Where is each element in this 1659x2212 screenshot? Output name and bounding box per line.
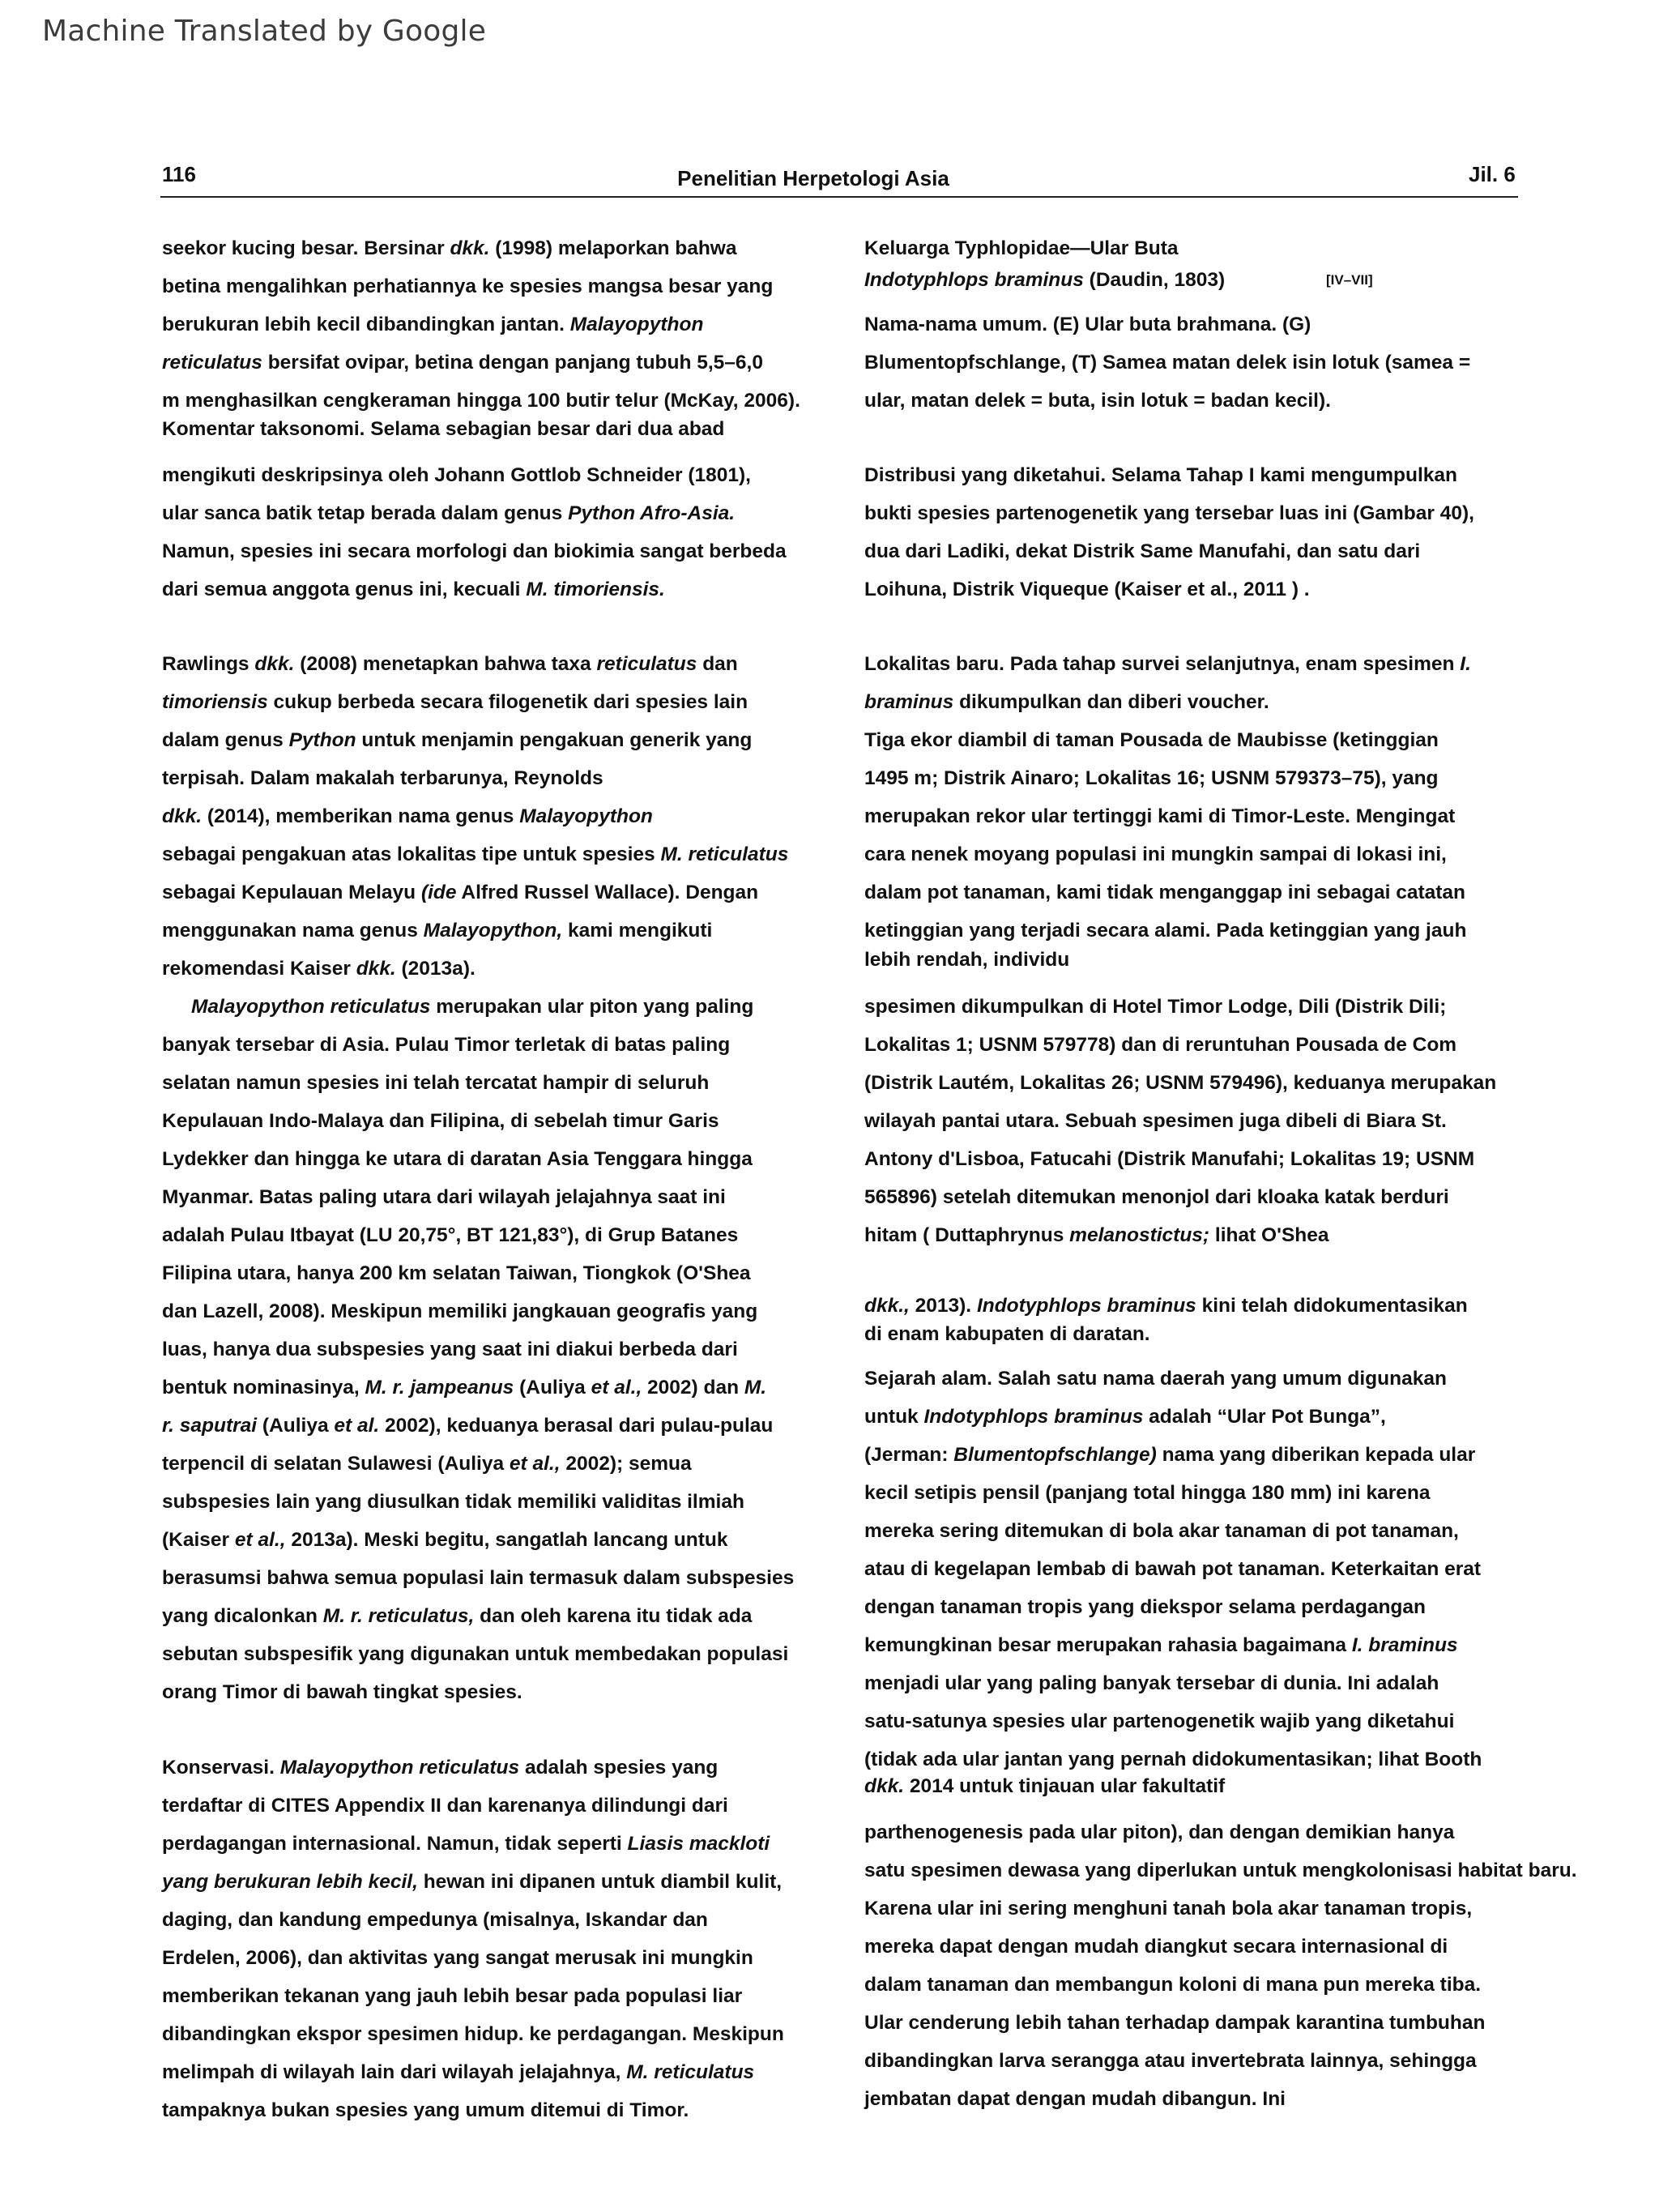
text-line: Ular cenderung lebih tahan terhadap dampak karantina tumbuhan [864, 2012, 1486, 2034]
text-line: yang berukuran lebih kecil, hewan ini dipanen untuk diambil kulit, [162, 1871, 783, 1893]
text-line: (Jerman: Blumentopfschlange) nama yang diberikan kepada ular [864, 1444, 1476, 1466]
text-line: satu spesimen dewasa yang diperlukan untuk mengkolonisasi habitat baru. [864, 1860, 1577, 1881]
text-line: Antony d'Lisboa, Fatucahi (Distrik Manufahi; Lokalitas 19; USNM [864, 1148, 1475, 1170]
text-line: timoriensis cukup berbeda secara filogenetik dari spesies lain [162, 691, 748, 713]
text-line: (tidak ada ular jantan yang pernah didokumentasikan; lihat Booth [864, 1749, 1482, 1770]
text-line: yang dicalonkan M. r. reticulatus, dan oleh karena itu tidak ada [162, 1605, 753, 1627]
text-line: r. saputrai (Auliya et al. 2002), keduanya berasal dari pulau-pulau [162, 1415, 774, 1437]
text-line: spesimen dikumpulkan di Hotel Timor Lodge, Dili (Distrik Dili; [864, 996, 1447, 1018]
text-line: dalam pot tanaman, kami tidak menganggap ini sebagai catatan [864, 882, 1465, 903]
text-line: m menghasilkan cengkeraman hingga 100 butir telur (McKay, 2006). [162, 390, 800, 412]
machine-translation-watermark: Machine Translated by Google [42, 15, 487, 48]
text-line: adalah Pulau Itbayat (LU 20,75°, BT 121,83°), di Grup Batanes [162, 1224, 739, 1246]
text-line: mereka sering ditemukan di bola akar tanaman di pot tanaman, [864, 1520, 1459, 1542]
volume-label: Jil. 6 [1469, 162, 1516, 186]
text-line: Keluarga Typhlopidae—Ular Buta [864, 237, 1179, 259]
text-line: atau di kegelapan lembab di bawah pot tanaman. Keterkaitan erat [864, 1558, 1482, 1580]
text-line: sebutan subspesifik yang digunakan untuk membedakan populasi [162, 1643, 789, 1665]
text-line: (Kaiser et al., 2013a). Meski begitu, sangatlah lancang untuk [162, 1529, 728, 1551]
header-rule [160, 196, 1518, 198]
text-line: Loihuna, Distrik Viqueque (Kaiser et al., 2011 ) . [864, 579, 1310, 600]
text-line: dan Lazell, 2008). Meskipun memiliki jangkauan geografis yang [162, 1300, 758, 1322]
text-line: untuk Indotyphlops braminus adalah “Ular Pot Bunga”, [864, 1406, 1386, 1428]
page-number: 116 [162, 162, 196, 186]
text-line: dkk. (2014), memberikan nama genus Malayopython [162, 805, 653, 827]
text-line: mereka dapat dengan mudah diangkut secara internasional di [864, 1936, 1448, 1958]
text-line: Konservasi. Malayopython reticulatus adalah spesies yang [162, 1757, 719, 1779]
text-line: satu-satunya spesies ular partenogenetik wajib yang diketahui [864, 1710, 1455, 1732]
text-line: dalam tanaman dan membangun koloni di mana pun mereka tiba. [864, 1974, 1482, 1996]
text-line: wilayah pantai utara. Sebuah spesimen juga dibeli di Biara St. [864, 1110, 1447, 1132]
text-line: Karena ular ini sering menghuni tanah bola akar tanaman tropis, [864, 1898, 1473, 1919]
text-line: Erdelen, 2006), dan aktivitas yang sangat merusak ini mungkin [162, 1947, 753, 1969]
text-line: dibandingkan ekspor spesimen hidup. ke perdagangan. Meskipun [162, 2023, 784, 2045]
text-line: berukuran lebih kecil dibandingkan jantan. Malayopython [162, 314, 704, 335]
text-line: dari semua anggota genus ini, kecuali M. timoriensis. [162, 579, 665, 600]
text-line: daging, dan kandung empedunya (misalnya, Iskandar dan [162, 1909, 708, 1931]
text-line: kecil setipis pensil (panjang total hingga 180 mm) ini karena [864, 1482, 1431, 1504]
text-line: dkk., 2013). Indotyphlops braminus kini telah didokumentasikan [864, 1295, 1468, 1317]
text-line: bukti spesies partenogenetik yang tersebar luas ini (Gambar 40), [864, 502, 1474, 524]
text-line: terpencil di selatan Sulawesi (Auliya et al., 2002); semua [162, 1453, 692, 1475]
text-line: jembatan dapat dengan mudah dibangun. Ini [864, 2088, 1286, 2110]
text-line: dua dari Ladiki, dekat Distrik Same Manufahi, dan satu dari [864, 540, 1421, 562]
text-line: mengikuti deskripsinya oleh Johann Gottlob Schneider (1801), [162, 464, 751, 486]
text-line: sebagai pengakuan atas lokalitas tipe untuk spesies M. reticulatus [162, 843, 789, 865]
text-line: dengan tanaman tropis yang diekspor selama perdagangan [864, 1596, 1426, 1618]
text-line: di enam kabupaten di daratan. [864, 1323, 1150, 1345]
text-line: banyak tersebar di Asia. Pulau Timor terletak di batas paling [162, 1034, 731, 1056]
text-line: melimpah di wilayah lain dari wilayah jelajahnya, M. reticulatus [162, 2061, 755, 2083]
text-line: terpisah. Dalam makalah terbarunya, Reynolds [162, 767, 603, 789]
text-line: lebih rendah, individu [864, 949, 1070, 971]
text-line: terdaftar di CITES Appendix II dan karenanya dilindungi dari [162, 1795, 728, 1817]
text-line: dkk. 2014 untuk tinjauan ular fakultatif [864, 1775, 1226, 1797]
text-line: ular sanca batik tetap berada dalam genus Python Afro-Asia. [162, 502, 736, 524]
text-line: Distribusi yang diketahui. Selama Tahap I kami mengumpulkan [864, 464, 1458, 486]
text-line: Kepulauan Indo-Malaya dan Filipina, di sebelah timur Garis [162, 1110, 719, 1132]
text-line: Myanmar. Batas paling utara dari wilayah jelajahnya saat ini [162, 1186, 726, 1208]
text-line: bentuk nominasinya, M. r. jampeanus (Auliya et al., 2002) dan M. [162, 1377, 767, 1399]
text-line: menjadi ular yang paling banyak tersebar di dunia. Ini adalah [864, 1672, 1439, 1694]
text-line: cara nenek moyang populasi ini mungkin sampai di lokasi ini, [864, 843, 1447, 865]
text-line: selatan namun spesies ini telah tercatat hampir di seluruh [162, 1072, 710, 1094]
text-line: berasumsi bahwa semua populasi lain termasuk dalam subspesies [162, 1567, 795, 1589]
text-line: Malayopython reticulatus merupakan ular piton yang paling [191, 996, 754, 1018]
text-line: Blumentopfschlange, (T) Samea matan delek isin lotuk (samea = [864, 352, 1471, 374]
text-line: memberikan tekanan yang jauh lebih besar pada populasi liar [162, 1985, 743, 2007]
text-line: dalam genus Python untuk menjamin pengakuan generik yang [162, 729, 753, 751]
text-line: subspesies lain yang diusulkan tidak memiliki validitas ilmiah [162, 1491, 744, 1513]
text-line: Nama-nama umum. (E) Ular buta brahmana. (G) [864, 314, 1311, 335]
text-line: (Distrik Lautém, Lokalitas 26; USNM 579496), keduanya merupakan [864, 1072, 1497, 1094]
text-line: Komentar taksonomi. Selama sebagian besar dari dua abad [162, 418, 725, 440]
text-line: 1495 m; Distrik Ainaro; Lokalitas 16; USNM 579373–75), yang [864, 767, 1439, 789]
text-line: hitam ( Duttaphrynus melanostictus; lihat O'Shea [864, 1224, 1329, 1246]
text-line: orang Timor di bawah tingkat spesies. [162, 1681, 522, 1703]
text-line: kemungkinan besar merupakan rahasia bagaimana I. braminus [864, 1634, 1458, 1656]
text-line: betina mengalihkan perhatiannya ke spesies mangsa besar yang [162, 275, 774, 297]
text-line: perdagangan internasional. Namun, tidak seperti Liasis mackloti [162, 1833, 770, 1855]
text-line: sebagai Kepulauan Melayu (ide Alfred Russel Wallace). Dengan [162, 882, 759, 903]
text-line: Namun, spesies ini secara morfologi dan biokimia sangat berbeda [162, 540, 787, 562]
text-line: Lokalitas baru. Pada tahap survei selanjutnya, enam spesimen I. [864, 653, 1471, 675]
text-line: seekor kucing besar. Bersinar dkk. (1998) melaporkan bahwa [162, 237, 737, 259]
text-line: Lydekker dan hingga ke utara di daratan Asia Tenggara hingga [162, 1148, 753, 1170]
text-line: luas, hanya dua subspesies yang saat ini diakui berbeda dari [162, 1339, 738, 1360]
text-line: ketinggian yang terjadi secara alami. Pada ketinggian yang jauh [864, 920, 1467, 942]
text-line: merupakan rekor ular tertinggi kami di Timor-Leste. Mengingat [864, 805, 1456, 827]
text-line: reticulatus bersifat ovipar, betina dengan panjang tubuh 5,5–6,0 [162, 352, 763, 374]
text-line: tampaknya bukan spesies yang umum ditemui di Timor. [162, 2099, 689, 2121]
text-line: parthenogenesis pada ular piton), dan dengan demikian hanya [864, 1821, 1455, 1843]
superscript-note: [IV–VII] [1326, 272, 1373, 288]
text-line: Tiga ekor diambil di taman Pousada de Maubisse (ketinggian [864, 729, 1439, 751]
text-line: ular, matan delek = buta, isin lotuk = badan kecil). [864, 390, 1331, 412]
text-line: menggunakan nama genus Malayopython, kami mengikuti [162, 920, 713, 942]
text-line: Lokalitas 1; USNM 579778) dan di reruntuhan Pousada de Com [864, 1034, 1457, 1056]
text-line: braminus dikumpulkan dan diberi voucher. [864, 691, 1269, 713]
text-line: 565896) setelah ditemukan menonjol dari kloaka katak berduri [864, 1186, 1449, 1208]
journal-title: Penelitian Herpetologi Asia [677, 166, 949, 190]
text-line: Filipina utara, hanya 200 km selatan Taiwan, Tiongkok (O'Shea [162, 1262, 751, 1284]
text-line: Sejarah alam. Salah satu nama daerah yang umum digunakan [864, 1368, 1447, 1390]
text-line: rekomendasi Kaiser dkk. (2013a). [162, 958, 476, 980]
text-line: dibandingkan larva serangga atau invertebrata lainnya, sehingga [864, 2050, 1477, 2072]
text-line: Indotyphlops braminus (Daudin, 1803) [864, 269, 1226, 291]
text-line: Rawlings dkk. (2008) menetapkan bahwa taxa reticulatus dan [162, 653, 738, 675]
